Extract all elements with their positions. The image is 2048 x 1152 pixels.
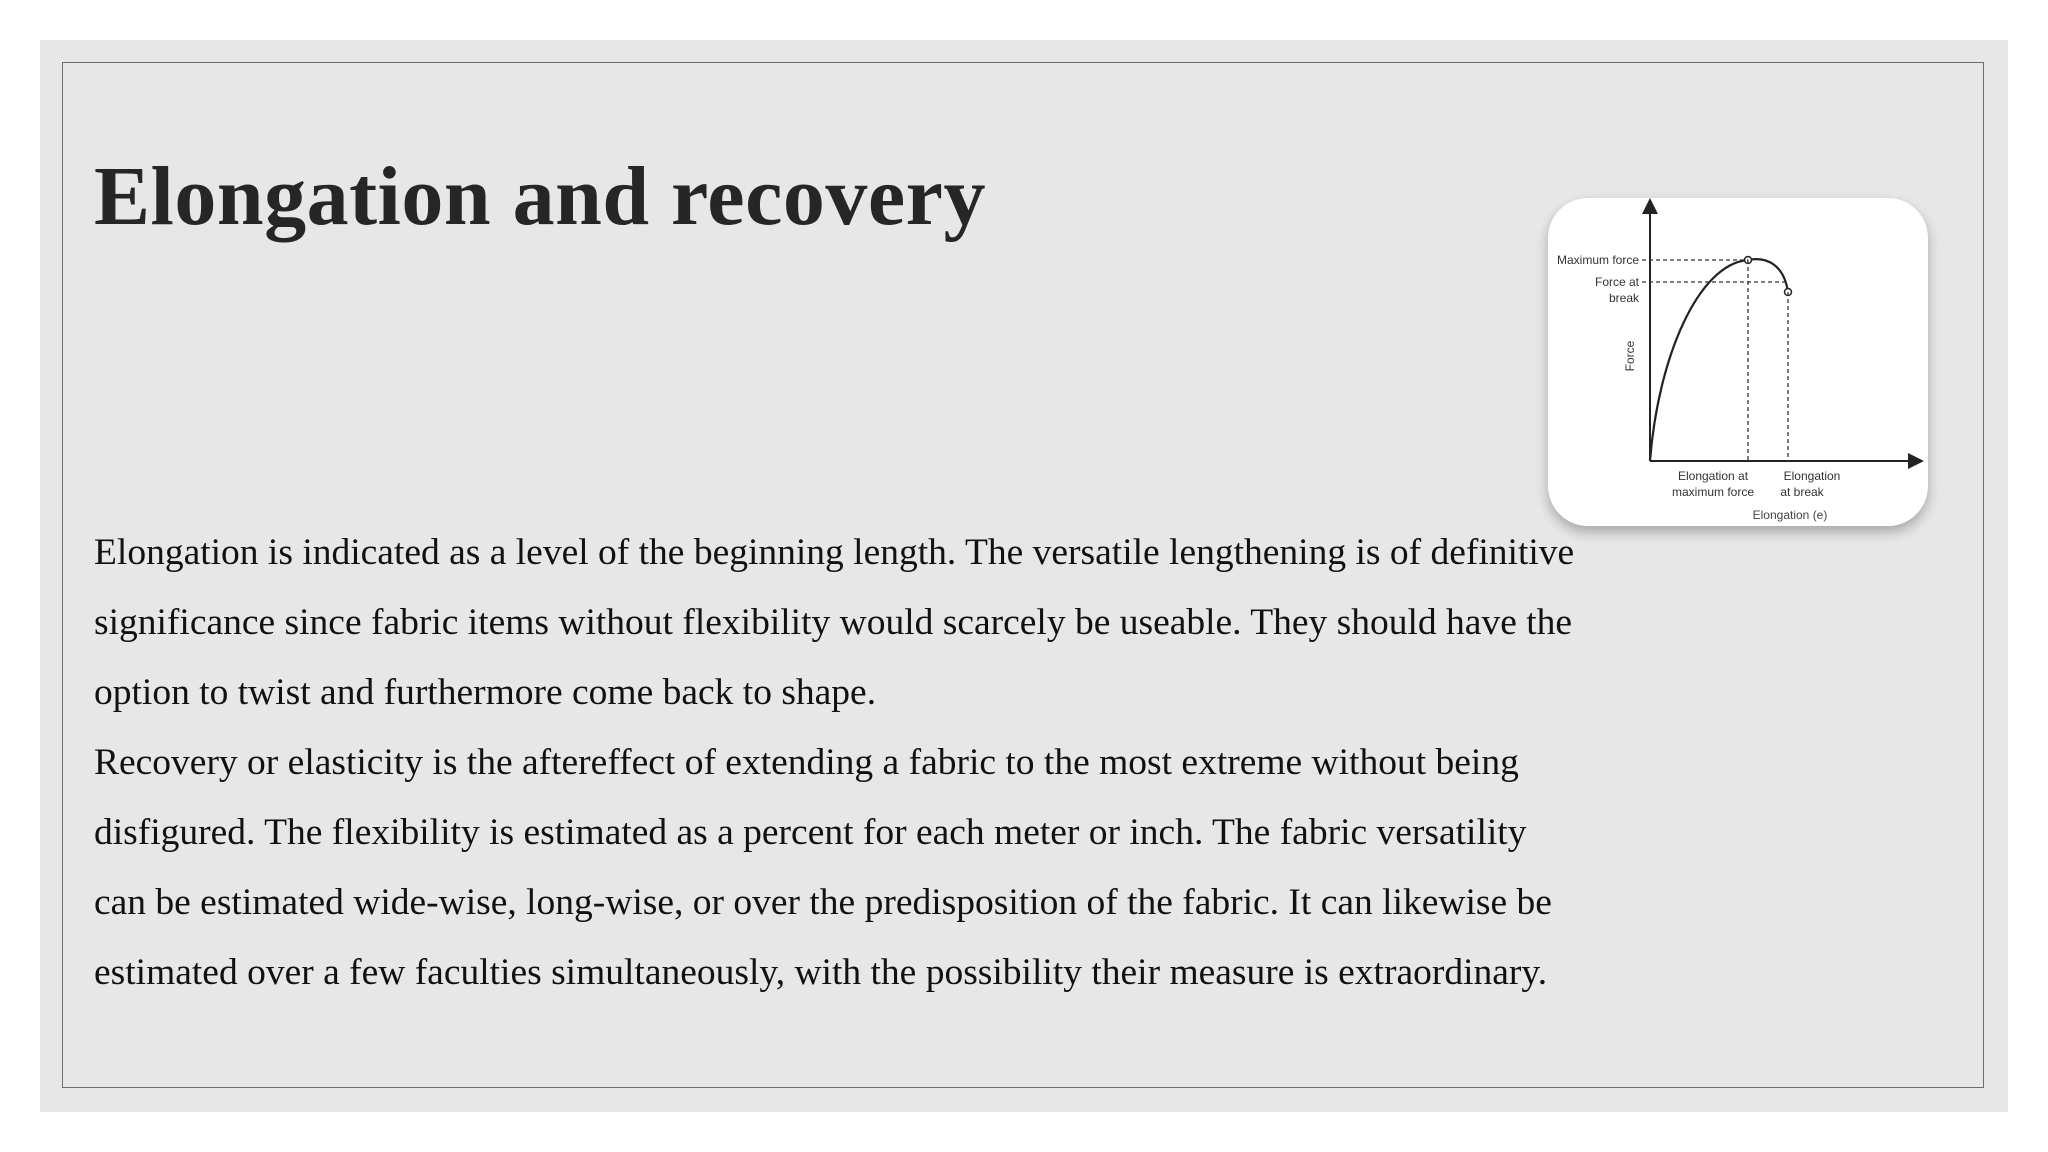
force-elongation-diagram bbox=[1548, 198, 1928, 526]
force-elongation-figure bbox=[1548, 198, 1928, 526]
label-maximum-force-2: maximum force bbox=[1671, 485, 1755, 499]
slide bbox=[40, 40, 2008, 1112]
label-elongation: Elongation bbox=[1783, 469, 1841, 483]
label-elongation-axis: Elongation (e) bbox=[1752, 508, 1828, 522]
force-curve bbox=[1650, 259, 1788, 461]
paragraph-recovery: Recovery or elasticity is the aftereffect of extending a fabric to the most extreme without being disfigured. The flexibility is estimated as a percent for each meter or inch. The fabric versatility can be estimated wide-wise, long-wise, or over the predisposition of the fabric. It can likewise be estimated over a few faculties simultaneously, with the possibility their measure is extraordinary. bbox=[94, 742, 1552, 993]
label-maximum-force: Maximum force bbox=[1556, 253, 1639, 267]
slide-body bbox=[94, 518, 1584, 1008]
label-break: break bbox=[1608, 291, 1639, 305]
paragraph-elongation: Elongation is indicated as a level of the beginning length. The versatile lengthening is of definitive significance since fabric items without flexibility would scarcely be useable. They should have the option to twist and furthermore come back to shape. bbox=[94, 532, 1575, 713]
label-at-break: at break bbox=[1780, 485, 1824, 499]
label-force-at: Force at bbox=[1594, 275, 1639, 289]
label-elongation-at: Elongation at bbox=[1677, 469, 1749, 483]
slide-title: Elongation and recovery bbox=[94, 150, 986, 243]
label-force-axis: Force bbox=[1623, 340, 1637, 372]
